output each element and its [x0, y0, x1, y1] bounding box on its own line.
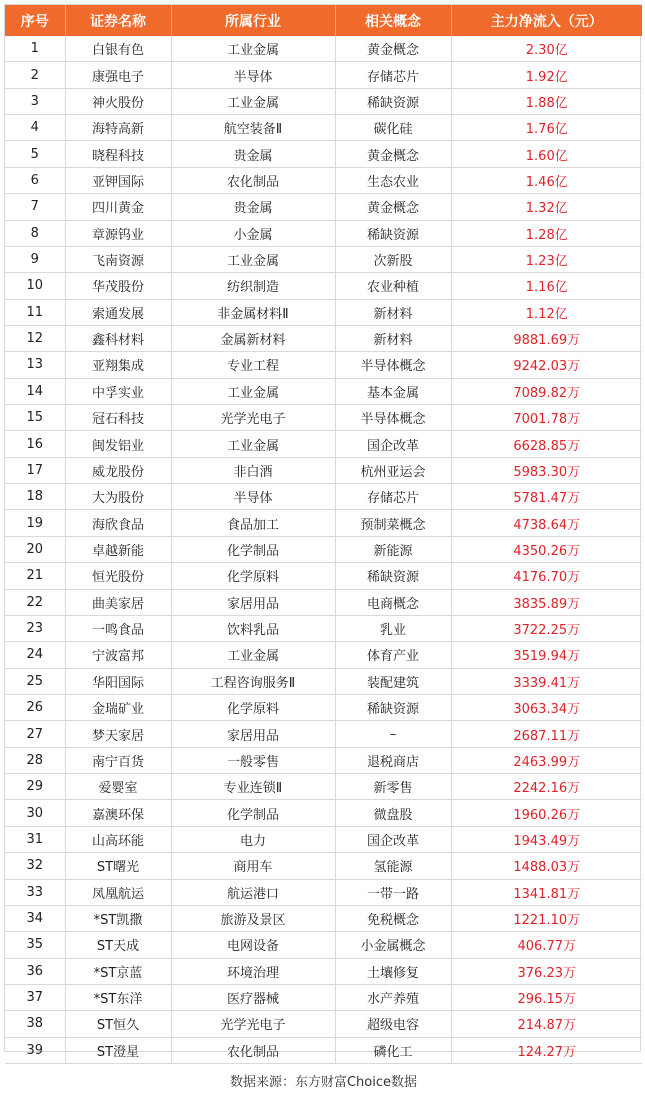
table-row [5, 510, 642, 536]
net-inflow: 4738.64万 [451, 510, 642, 536]
industry: 专业工程 [171, 352, 335, 378]
stock-name: 宁波富邦 [65, 642, 171, 668]
industry: 工业金属 [171, 642, 335, 668]
net-inflow: 3722.25万 [451, 615, 642, 641]
net-inflow: 9242.03万 [451, 352, 642, 378]
industry: 化学制品 [171, 536, 335, 562]
stock-name: 飞南资源 [65, 246, 171, 272]
net-inflow: 406.77万 [451, 932, 642, 958]
stock-name: 亚钾国际 [65, 167, 171, 193]
industry: 贵金属 [171, 194, 335, 220]
row-index: 3 [5, 88, 65, 114]
stock-name: ST天成 [65, 932, 171, 958]
table-row [5, 220, 642, 246]
industry: 环境治理 [171, 958, 335, 984]
stock-name: *ST东洋 [65, 984, 171, 1010]
net-inflow: 1.12亿 [451, 299, 642, 325]
table-row [5, 431, 642, 457]
table-row [5, 378, 642, 404]
table-row [5, 589, 642, 615]
stock-name: 恒光股份 [65, 563, 171, 589]
industry: 金属新材料 [171, 325, 335, 351]
stock-name: 索通发展 [65, 299, 171, 325]
net-inflow: 1.23亿 [451, 246, 642, 272]
data-source-note: 数据来源：东方财富Choice数据 [229, 1074, 418, 1090]
row-index: 27 [5, 721, 65, 747]
industry: 工程咨询服务Ⅱ [171, 668, 335, 694]
row-index: 29 [5, 774, 65, 800]
net-inflow: 1.46亿 [451, 167, 642, 193]
stock-name: 曲美家居 [65, 589, 171, 615]
net-inflow: 2242.16万 [451, 774, 642, 800]
row-index: 2 [5, 62, 65, 88]
row-index: 15 [5, 405, 65, 431]
industry: 化学制品 [171, 800, 335, 826]
stock-name: 山高环能 [65, 826, 171, 852]
net-inflow: 124.27万 [451, 1037, 642, 1063]
table-row [5, 694, 642, 720]
industry: 旅游及景区 [171, 905, 335, 931]
stock-name: 冠石科技 [65, 405, 171, 431]
concept: 水产养殖 [335, 984, 451, 1010]
table-row [5, 668, 642, 694]
stock-name: ST澄星 [65, 1037, 171, 1063]
industry: 饮料乳品 [171, 615, 335, 641]
net-inflow: 7001.78万 [451, 405, 642, 431]
row-index: 28 [5, 747, 65, 773]
row-index: 9 [5, 246, 65, 272]
net-inflow: 1.32亿 [451, 194, 642, 220]
table-row [5, 747, 642, 773]
row-index: 20 [5, 536, 65, 562]
concept: 存储芯片 [335, 484, 451, 510]
concept: 土壤修复 [335, 958, 451, 984]
stock-name: 华茂股份 [65, 273, 171, 299]
industry: 非白酒 [171, 457, 335, 483]
concept: 黄金概念 [335, 141, 451, 167]
net-inflow: 1943.49万 [451, 826, 642, 852]
stock-name: 晓程科技 [65, 141, 171, 167]
stock-name: 凤凰航运 [65, 879, 171, 905]
concept: 存储芯片 [335, 62, 451, 88]
concept: 新能源 [335, 536, 451, 562]
industry: 非金属材料Ⅱ [171, 299, 335, 325]
stock-name: 梦天家居 [65, 721, 171, 747]
row-index: 23 [5, 615, 65, 641]
industry: 工业金属 [171, 36, 335, 62]
table-row [5, 246, 642, 272]
concept: 稀缺资源 [335, 694, 451, 720]
net-inflow: 3339.41万 [451, 668, 642, 694]
table-row [5, 273, 642, 299]
industry: 农化制品 [171, 1037, 335, 1063]
industry: 航空装备Ⅱ [171, 115, 335, 141]
table-row [5, 88, 642, 114]
table-row [5, 721, 642, 747]
header-concept: 相关概念 [335, 5, 451, 36]
stock-name: ST曙光 [65, 853, 171, 879]
table-row [5, 879, 642, 905]
industry: 工业金属 [171, 378, 335, 404]
concept: 稀缺资源 [335, 220, 451, 246]
industry: 贵金属 [171, 141, 335, 167]
row-index: 11 [5, 299, 65, 325]
stock-name: 中孚实业 [65, 378, 171, 404]
net-inflow: 5781.47万 [451, 484, 642, 510]
industry: 家居用品 [171, 721, 335, 747]
industry: 半导体 [171, 484, 335, 510]
row-index: 19 [5, 510, 65, 536]
stock-name: *ST凯撒 [65, 905, 171, 931]
net-inflow: 2687.11万 [451, 721, 642, 747]
stock-name: 一鸣食品 [65, 615, 171, 641]
net-inflow: 1.60亿 [451, 141, 642, 167]
stock-name: ST恒久 [65, 1011, 171, 1037]
row-index: 26 [5, 694, 65, 720]
industry: 工业金属 [171, 88, 335, 114]
row-index: 1 [5, 36, 65, 62]
row-index: 32 [5, 853, 65, 879]
concept: 黄金概念 [335, 194, 451, 220]
row-index: 17 [5, 457, 65, 483]
row-index: 5 [5, 141, 65, 167]
net-inflow: 2.30亿 [451, 36, 642, 62]
row-index: 33 [5, 879, 65, 905]
row-index: 30 [5, 800, 65, 826]
row-index: 37 [5, 984, 65, 1010]
concept: 电商概念 [335, 589, 451, 615]
net-inflow: 4176.70万 [451, 563, 642, 589]
concept: 半导体概念 [335, 405, 451, 431]
row-index: 13 [5, 352, 65, 378]
stock-name: 神火股份 [65, 88, 171, 114]
table-row [5, 905, 642, 931]
net-inflow: 1221.10万 [451, 905, 642, 931]
table-row [5, 115, 642, 141]
stock-name: 海欣食品 [65, 510, 171, 536]
table-row [5, 141, 642, 167]
net-inflow: 3835.89万 [451, 589, 642, 615]
table-row [5, 62, 642, 88]
stock-name: 卓越新能 [65, 536, 171, 562]
row-index: 35 [5, 932, 65, 958]
table-row [5, 642, 642, 668]
concept: 半导体概念 [335, 352, 451, 378]
stock-name: 白银有色 [65, 36, 171, 62]
industry: 工业金属 [171, 431, 335, 457]
row-index: 24 [5, 642, 65, 668]
net-inflow: 1341.81万 [451, 879, 642, 905]
concept: 预制菜概念 [335, 510, 451, 536]
net-inflow: 1.88亿 [451, 88, 642, 114]
net-inflow: 7089.82万 [451, 378, 642, 404]
table-row [5, 853, 642, 879]
table-row [5, 800, 642, 826]
concept: 超级电容 [335, 1011, 451, 1037]
fund-flow-table [5, 5, 642, 1096]
concept: 基本金属 [335, 378, 451, 404]
concept: 新材料 [335, 299, 451, 325]
industry: 专业连锁Ⅱ [171, 774, 335, 800]
table-row [5, 536, 642, 562]
stock-name: 南宁百货 [65, 747, 171, 773]
row-index: 6 [5, 167, 65, 193]
table-row [5, 958, 642, 984]
row-index: 25 [5, 668, 65, 694]
industry: 纺织制造 [171, 273, 335, 299]
concept: 生态农业 [335, 167, 451, 193]
industry: 光学光电子 [171, 405, 335, 431]
fund-flow-table-container [4, 4, 641, 1090]
stock-name: 大为股份 [65, 484, 171, 510]
industry: 一般零售 [171, 747, 335, 773]
net-inflow: 376.23万 [451, 958, 642, 984]
table-row [5, 932, 642, 958]
net-inflow: 296.15万 [451, 984, 642, 1010]
concept: 退税商店 [335, 747, 451, 773]
table-row [5, 457, 642, 483]
net-inflow: 3519.94万 [451, 642, 642, 668]
row-index: 14 [5, 378, 65, 404]
industry: 光学光电子 [171, 1011, 335, 1037]
industry: 医疗器械 [171, 984, 335, 1010]
concept: 微盘股 [335, 800, 451, 826]
row-index: 8 [5, 220, 65, 246]
row-index: 34 [5, 905, 65, 931]
header-stock-name: 证券名称 [65, 5, 171, 36]
row-index: 4 [5, 115, 65, 141]
industry: 家居用品 [171, 589, 335, 615]
net-inflow: 1.92亿 [451, 62, 642, 88]
table-row [5, 826, 642, 852]
concept: 氢能源 [335, 853, 451, 879]
concept: 新零售 [335, 774, 451, 800]
industry: 食品加工 [171, 510, 335, 536]
industry: 农化制品 [171, 167, 335, 193]
stock-name: 华阳国际 [65, 668, 171, 694]
table-row [5, 984, 642, 1010]
concept: 小金属概念 [335, 932, 451, 958]
industry: 商用车 [171, 853, 335, 879]
row-index: 10 [5, 273, 65, 299]
header-industry: 所属行业 [171, 5, 335, 36]
concept: 一带一路 [335, 879, 451, 905]
concept: 新材料 [335, 325, 451, 351]
stock-name: 康强电子 [65, 62, 171, 88]
net-inflow: 3063.34万 [451, 694, 642, 720]
row-index: 31 [5, 826, 65, 852]
stock-name: 章源钨业 [65, 220, 171, 246]
table-row [5, 167, 642, 193]
table-header-row [5, 5, 642, 36]
row-index: 7 [5, 194, 65, 220]
table-row [5, 299, 642, 325]
industry: 化学原料 [171, 694, 335, 720]
net-inflow: 1488.03万 [451, 853, 642, 879]
net-inflow: 1960.26万 [451, 800, 642, 826]
net-inflow: 5983.30万 [451, 457, 642, 483]
stock-name: 亚翔集成 [65, 352, 171, 378]
table-row [5, 563, 642, 589]
industry: 工业金属 [171, 246, 335, 272]
stock-name: 嘉澳环保 [65, 800, 171, 826]
table-row [5, 325, 642, 351]
net-inflow: 1.28亿 [451, 220, 642, 246]
stock-name: 威龙股份 [65, 457, 171, 483]
net-inflow: 1.16亿 [451, 273, 642, 299]
concept: 黄金概念 [335, 36, 451, 62]
concept: 农业种植 [335, 273, 451, 299]
concept: 乳业 [335, 615, 451, 641]
stock-name: 四川黄金 [65, 194, 171, 220]
stock-name: 海特高新 [65, 115, 171, 141]
concept: 稀缺资源 [335, 88, 451, 114]
stock-name: 鑫科材料 [65, 325, 171, 351]
row-index: 39 [5, 1037, 65, 1063]
stock-name: *ST京蓝 [65, 958, 171, 984]
table-row [5, 352, 642, 378]
industry: 半导体 [171, 62, 335, 88]
net-inflow: 2463.99万 [451, 747, 642, 773]
row-index: 18 [5, 484, 65, 510]
concept: 杭州亚运会 [335, 457, 451, 483]
concept: 国企改革 [335, 826, 451, 852]
table-row [5, 1011, 642, 1037]
concept: 装配建筑 [335, 668, 451, 694]
table-row [5, 484, 642, 510]
concept: 稀缺资源 [335, 563, 451, 589]
table-row [5, 405, 642, 431]
industry: 化学原料 [171, 563, 335, 589]
net-inflow: 214.87万 [451, 1011, 642, 1037]
net-inflow: 6628.85万 [451, 431, 642, 457]
net-inflow: 4350.26万 [451, 536, 642, 562]
concept: 碳化硅 [335, 115, 451, 141]
table-row [5, 36, 642, 62]
industry: 电网设备 [171, 932, 335, 958]
concept: 国企改革 [335, 431, 451, 457]
concept: 磷化工 [335, 1037, 451, 1063]
header-net-inflow: 主力净流入（元） [451, 5, 642, 36]
concept: 次新股 [335, 246, 451, 272]
row-index: 22 [5, 589, 65, 615]
row-index: 12 [5, 325, 65, 351]
industry: 电力 [171, 826, 335, 852]
row-index: 21 [5, 563, 65, 589]
table-row [5, 194, 642, 220]
table-row [5, 615, 642, 641]
row-index: 38 [5, 1011, 65, 1037]
concept: – [335, 721, 451, 747]
concept: 免税概念 [335, 905, 451, 931]
table-row [5, 1037, 642, 1063]
industry: 航运港口 [171, 879, 335, 905]
stock-name: 闽发铝业 [65, 431, 171, 457]
row-index: 16 [5, 431, 65, 457]
stock-name: 金瑞矿业 [65, 694, 171, 720]
header-index: 序号 [5, 5, 65, 36]
row-index: 36 [5, 958, 65, 984]
stock-name: 爱婴室 [65, 774, 171, 800]
net-inflow: 9881.69万 [451, 325, 642, 351]
industry: 小金属 [171, 220, 335, 246]
concept: 体育产业 [335, 642, 451, 668]
net-inflow: 1.76亿 [451, 115, 642, 141]
table-row [5, 774, 642, 800]
